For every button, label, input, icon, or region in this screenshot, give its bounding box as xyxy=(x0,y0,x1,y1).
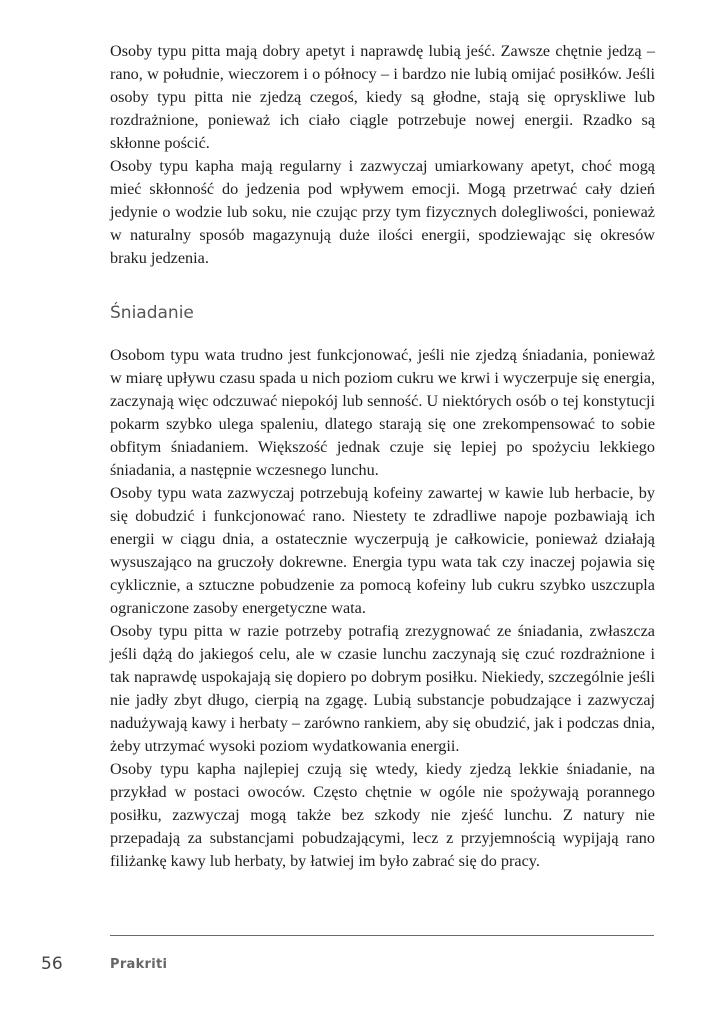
page-body xyxy=(110,40,655,873)
page-number: 56 xyxy=(41,954,63,974)
footer-divider xyxy=(110,935,654,936)
paragraph-pitta-appetite: Osoby typu pitta mają dobry apetyt i naprawdę lubią jeść. Zawsze chętnie jedzą – rano, w południe, wieczorem i o północy – i bardzo nie lubią omijać posiłków. Jeśli osoby typu pitta nie zjedzą czegoś, kiedy są głodne, stają się opryskliwe lub rozdrażnione, ponieważ ich ciało ciągle potrzebuje nowej energii. Rzadko są skłonne pościć. xyxy=(110,42,655,152)
paragraph-wata-caffeine: Osoby typu wata zazwyczaj potrzebują kofeiny zawartej w kawie lub herbacie, by się dobudzić i funkcjonować rano. Niestety te zdradliwe napoje pozbawiają ich energii w ciągu dnia, a ostatecznie wyczerpują je całkowicie, ponieważ działają wysuszająco na gruczoły dokrewne. Energia typu wata tak czy inaczej pojawia się cyklicznie, a sztuczne pobudzenie za pomocą kofeiny lub cukru szybko uszczupla ograniczone zasoby energetyczne wata. xyxy=(110,484,655,617)
paragraph-wata-breakfast: Osobom typu wata trudno jest funkcjonować, jeśli nie zjedzą śniadania, ponieważ w miarę upływu czasu spada u nich poziom cukru we krwi i wyczerpuje się energia, zaczynają więc odczuwać niepokój lub senność. U niektórych osób o tej konstytucji pokarm szybko ulega spaleniu, dlatego starają się one zrekompensować to sobie obfitym śniadaniem. Większość jednak czuje się lepiej po spożyciu lekkiego śniadania, a następnie wczesnego lunchu. xyxy=(110,346,655,479)
paragraph-pitta-breakfast: Osoby typu pitta w razie potrzeby potrafią zrezygnować ze śniadania, zwłaszcza jeśli dążą do jakiegoś celu, ale w czasie lunchu zaczynają się czuć rozdrażnione i tak naprawdę uspokajają się dopiero po dobrym posiłku. Niekiedy, szczególnie jeśli nie jadły zbyt długo, cierpią na zgagę. Lubią substancje pobudzające i zazwyczaj nadużywają kawy i herbaty – zarówno rankiem, aby się obudzić, jak i podczas dnia, żeby utrzymać wysoki poziom wydatkowania energii. xyxy=(110,622,655,755)
paragraph-kapha-appetite: Osoby typu kapha mają regularny i zazwyczaj umiarkowany apetyt, choć mogą mieć skłonność do jedzenia pod wpływem emocji. Mogą przetrwać cały dzień jedynie o wodzie lub soku, nie czując przy tym fizycznych dolegliwości, ponieważ w naturalny sposób magazynują duże ilości energii, spodziewając się okresów braku jedzenia. xyxy=(110,157,655,267)
paragraph-kapha-breakfast: Osoby typu kapha najlepiej czują się wtedy, kiedy zjedzą lekkie śniadanie, na przykład w postaci owoców. Często chętnie w ogóle nie spożywają porannego posiłku, zazwyczaj mogą także bez szkody nie zjeść lunchu. Z natury nie przepadają za substancjami pobudzającymi, lecz z przyjemnością wypijają rano filiżankę kawy lub herbaty, by łatwiej im było zabrać się do pracy. xyxy=(110,760,655,870)
running-title: Prakriti xyxy=(110,957,168,972)
section-heading-sniadanie: Śniadanie xyxy=(110,303,194,323)
